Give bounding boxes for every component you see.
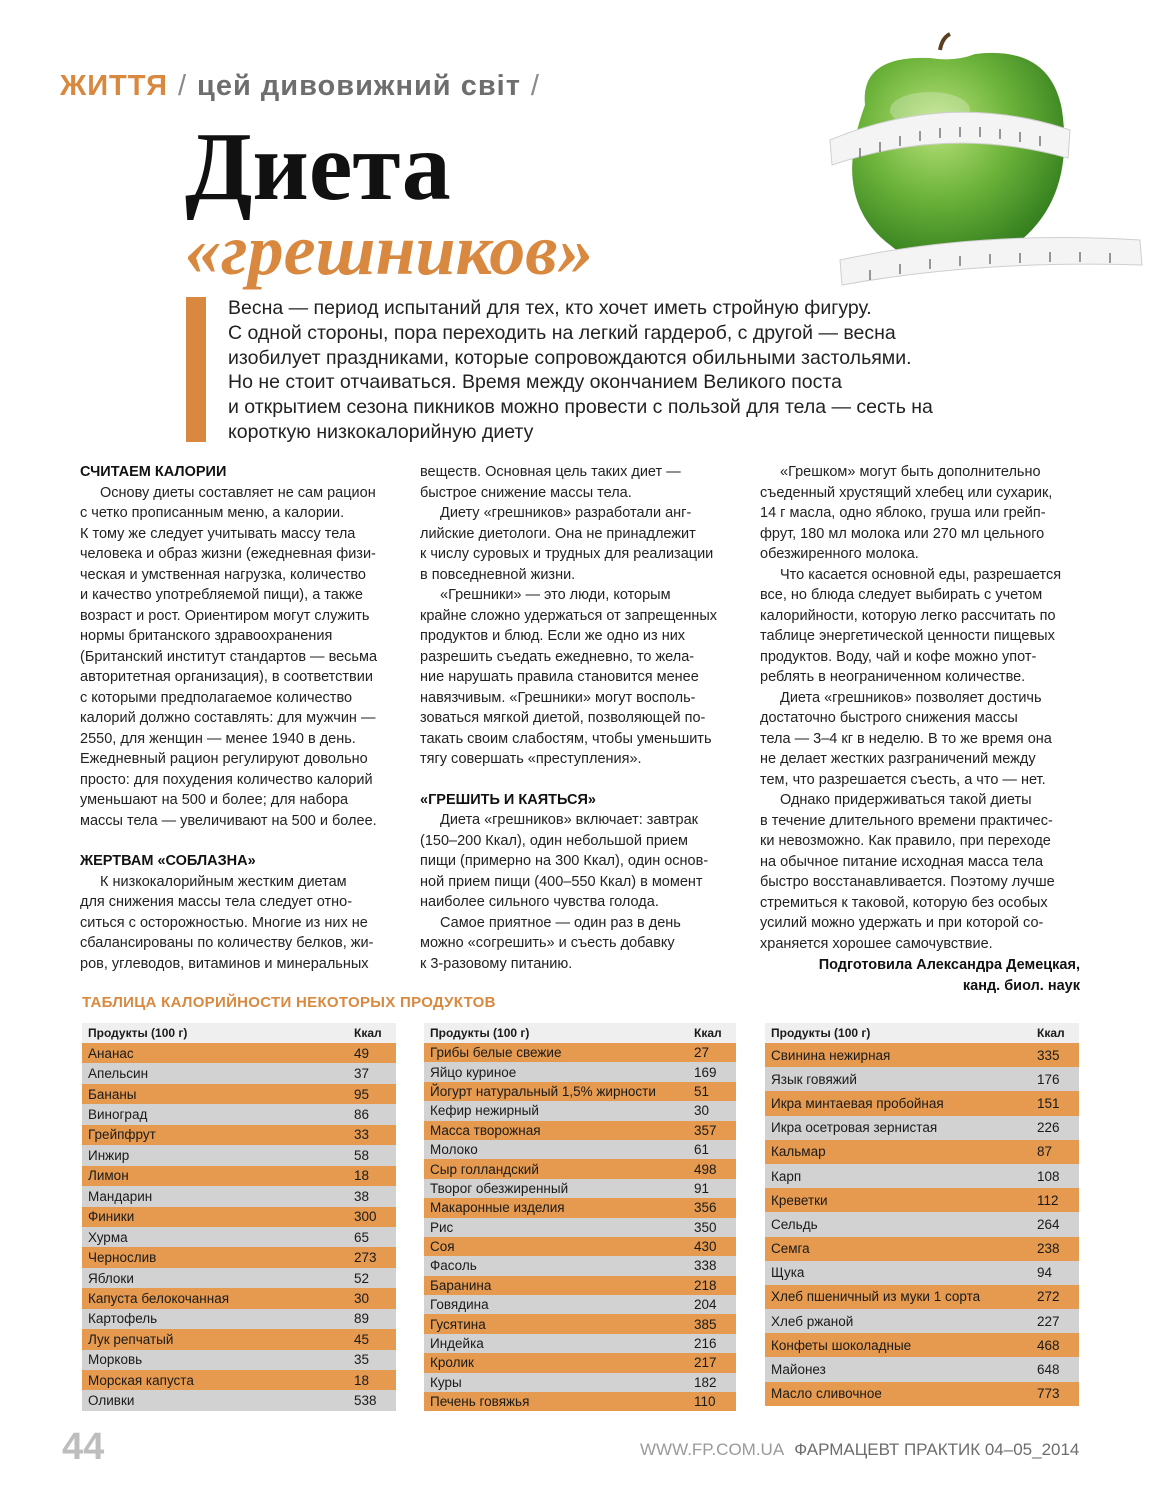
text-line: разрешить съедать ежедневно, то жела- — [420, 648, 695, 665]
product-name: Язык говяжий — [771, 1071, 857, 1087]
table-row — [424, 1121, 736, 1140]
page-number: 44 — [62, 1426, 105, 1468]
article-title: Диета — [185, 113, 451, 221]
table-row — [765, 1285, 1079, 1309]
product-name: Икра осетровая зернистая — [771, 1120, 938, 1136]
lead-line: и открытием сезона пикников можно провести с пользой для тела — сесть на — [228, 396, 933, 419]
text-line: авторитетная организация), в соответствии — [80, 669, 373, 685]
kcal-value: 335 — [1037, 1047, 1060, 1063]
text-line: Диету «грешников» разработали анг- — [440, 505, 692, 521]
kcal-value: 95 — [354, 1086, 370, 1102]
product-name: Кальмар — [771, 1144, 826, 1160]
text-line: лийские диетологи. Она не принадлежит — [420, 525, 696, 542]
table-row — [424, 1179, 736, 1198]
table-row — [765, 1140, 1079, 1164]
product-name: Бананы — [88, 1086, 137, 1102]
text-line: 2550, для женщин — менее 1940 в день. — [80, 730, 356, 747]
kcal-value: 218 — [694, 1277, 717, 1293]
text-line: фрут, 180 мл молока или 270 мл цельного — [760, 525, 1045, 542]
product-name: Хлеб пшеничный из муки 1 сорта — [771, 1289, 981, 1305]
product-name: Хлеб ржаной — [771, 1313, 854, 1329]
table-row — [765, 1382, 1079, 1406]
lead-line: Весна — период испытаний для тех, кто хочет иметь стройную фигуру. — [228, 297, 872, 319]
product-name: Гусятина — [430, 1316, 486, 1332]
text-line: ки невозможно. Как правило, при переходе — [760, 833, 1051, 849]
text-line: стремиться к таковой, которую без особых — [760, 894, 1048, 911]
table-row — [82, 1390, 396, 1410]
table-row — [82, 1043, 396, 1063]
table-row — [82, 1125, 396, 1145]
kcal-value: 18 — [354, 1168, 370, 1184]
kcal-value: 112 — [1037, 1192, 1059, 1208]
product-name: Кролик — [430, 1355, 474, 1371]
table-row — [82, 1350, 396, 1370]
text-line: веществ. Основная цель таких диет — — [420, 464, 681, 480]
table-row — [424, 1101, 736, 1120]
author-byline — [760, 955, 1080, 996]
text-line: продуктов и блюд. Если же одно из них — [420, 628, 686, 644]
text-line: и качество употребляемой пищи), а также — [80, 587, 363, 603]
kcal-value: 350 — [694, 1219, 717, 1235]
text-line: (150–200 Ккал), один небольшой прием — [420, 832, 689, 849]
table-row — [82, 1166, 396, 1186]
page-footer — [640, 1440, 1079, 1460]
text-line: к числу суровых и трудных для реализации — [420, 546, 714, 562]
product-name: Майонез — [771, 1362, 826, 1378]
kcal-value: 35 — [354, 1352, 370, 1368]
kcal-value: 108 — [1037, 1168, 1060, 1184]
section-subtitle: цей дивовижний світ — [197, 70, 521, 102]
kcal-value: 49 — [354, 1045, 370, 1061]
table-row — [424, 1140, 736, 1159]
kcal-value: 648 — [1037, 1362, 1060, 1378]
text-line: с которыми предполагаемое количество — [80, 689, 353, 706]
lead-accent-bar — [186, 297, 206, 442]
table-row — [765, 1043, 1079, 1067]
product-name: Капуста белокочанная — [88, 1290, 230, 1306]
kcal-value: 52 — [354, 1270, 370, 1286]
text-line: возраст и рост. Ориентиром могут служить — [80, 607, 370, 624]
product-name: Морковь — [88, 1352, 143, 1368]
text-line: нормы британского здравоохранения — [80, 628, 333, 644]
article-column-2 — [420, 462, 740, 974]
text-line: навязчивым. «Грешники» могут восполь- — [420, 689, 696, 706]
table-row — [424, 1256, 736, 1275]
text-line: на обычное питание исходная масса тела — [760, 853, 1044, 870]
kcal-value: 238 — [1037, 1241, 1060, 1257]
kcal-value: 27 — [694, 1045, 710, 1061]
text-line: в повседневной жизни. — [420, 566, 576, 583]
table-row — [82, 1104, 396, 1124]
text-line: тягу совершать «преступления». — [420, 751, 642, 767]
text-line: храняется хорошее самочувствие. — [760, 935, 993, 952]
text-line: продуктов. Воду, чай и кофе можно упот- — [760, 648, 1037, 665]
text-line: наиболее сильного чувства голода. — [420, 894, 659, 910]
table-row — [424, 1062, 736, 1081]
product-name: Финики — [88, 1209, 135, 1225]
kcal-value: 356 — [694, 1200, 717, 1216]
text-line: съеденный хрустящий хлебец или сухарик, — [760, 484, 1053, 501]
kcal-value: 273 — [354, 1250, 377, 1266]
article-column-1 — [80, 462, 400, 974]
text-line: уменьшают на 500 и более; для набора — [80, 792, 349, 808]
text-line: быстро восстанавливается. Поэтому лучше — [760, 874, 1055, 890]
table-row — [82, 1186, 396, 1206]
text-line: достаточно быстрого снижения массы — [760, 710, 1018, 726]
table-row — [82, 1329, 396, 1349]
table-row — [765, 1237, 1079, 1261]
table-row — [424, 1082, 736, 1101]
product-name: Лимон — [88, 1168, 129, 1184]
text-line: сбалансированы по количеству белков, жи- — [80, 935, 374, 951]
kcal-value: 357 — [694, 1122, 717, 1138]
header-separator: / — [177, 70, 188, 102]
table-row — [424, 1159, 736, 1178]
table-row — [765, 1116, 1079, 1140]
table-row — [82, 1145, 396, 1165]
kcal-value: 272 — [1037, 1289, 1060, 1305]
text-line: ной прием пищи (400–550 Ккал) в момент — [420, 873, 703, 890]
product-name: Морская капуста — [88, 1372, 194, 1388]
article-title-accent: «грешников» — [185, 210, 594, 290]
kcal-value: 30 — [354, 1290, 370, 1306]
paragraph-gap — [420, 770, 740, 790]
footer-url: WWW.FP.COM.UA — [640, 1440, 785, 1459]
product-name: Соя — [430, 1239, 455, 1255]
product-name: Грейпфрут — [88, 1127, 156, 1143]
column-header-kcal: Ккал — [694, 1026, 722, 1040]
product-name: Свинина нежирная — [771, 1047, 891, 1063]
column-header-product: Продукты (100 г) — [771, 1026, 871, 1040]
text-line: «Грешники» — это люди, которым — [440, 587, 671, 603]
lead-line: С одной стороны, пора переходить на легкий гардероб, с другой — весна — [228, 321, 896, 344]
kcal-value: 176 — [1037, 1071, 1060, 1087]
product-name: Лук репчатый — [88, 1331, 174, 1347]
kcal-value: 468 — [1037, 1337, 1060, 1353]
table-row — [765, 1091, 1079, 1115]
table-row — [424, 1295, 736, 1314]
product-name: Яблоки — [88, 1270, 134, 1286]
table-row — [82, 1227, 396, 1247]
text-line: к 3-разовому питанию. — [420, 955, 573, 972]
kcal-value: 773 — [1037, 1386, 1060, 1402]
kcal-value: 110 — [694, 1394, 716, 1410]
product-name: Куры — [430, 1374, 462, 1390]
product-name: Апельсин — [88, 1066, 149, 1082]
calorie-table-2 — [424, 1023, 736, 1411]
product-name: Индейка — [430, 1336, 484, 1352]
table-row — [424, 1334, 736, 1353]
text-line: реблять в неограниченном количестве. — [760, 669, 1026, 685]
paragraph-gap — [80, 831, 400, 851]
table-row — [82, 1207, 396, 1227]
column-header-kcal: Ккал — [354, 1026, 382, 1040]
kcal-value: 385 — [694, 1316, 717, 1332]
kcal-value: 38 — [354, 1188, 370, 1204]
product-name: Креветки — [771, 1192, 828, 1208]
text-line: ситься с осторожностью. Многие из них не — [80, 914, 368, 931]
product-name: Грибы белые свежие — [430, 1045, 562, 1061]
calorie-table-title: ТАБЛИЦА КАЛОРИЙНОСТИ НЕКОТОРЫХ ПРОДУКТОВ — [82, 994, 496, 1011]
text-line: Диета «грешников» включает: завтрак — [440, 812, 698, 828]
table-row — [82, 1370, 396, 1390]
text-line: просто: для похудения количество калорий — [80, 771, 373, 788]
table-row — [424, 1353, 736, 1372]
section-header — [60, 70, 550, 103]
kcal-value: 204 — [694, 1297, 717, 1313]
product-name: Йогурт натуральный 1,5% жирности — [430, 1083, 656, 1099]
kcal-value: 89 — [354, 1311, 370, 1327]
table-header-row — [424, 1023, 736, 1043]
text-line: калорийности, которую легко рассчитать по — [760, 607, 1056, 624]
table-row — [82, 1309, 396, 1329]
table-row — [765, 1164, 1079, 1188]
text-line: в течение длительного времени практичес- — [760, 812, 1053, 829]
table-row — [424, 1043, 736, 1062]
section-name: ЖИТТЯ — [60, 70, 168, 102]
lead-paragraph — [228, 296, 1088, 445]
product-name: Кефир нежирный — [430, 1103, 539, 1119]
product-name: Баранина — [430, 1277, 492, 1293]
section-heading: ЖЕРТВАМ «СОБЛАЗНА» — [80, 853, 256, 869]
kcal-value: 86 — [354, 1107, 370, 1123]
product-name: Чернослив — [88, 1250, 157, 1266]
product-name: Инжир — [88, 1147, 130, 1163]
product-name: Фасоль — [430, 1258, 477, 1274]
text-line: ческая и умственная нагрузка, количество — [80, 566, 366, 583]
kcal-value: 61 — [694, 1142, 710, 1158]
product-name: Семга — [771, 1241, 810, 1257]
product-name: Оливки — [88, 1393, 135, 1409]
table-row — [424, 1392, 736, 1411]
footer-publication: ФАРМАЦЕВТ ПРАКТИК 04–05_2014 — [794, 1440, 1080, 1459]
table-header-row — [765, 1023, 1079, 1043]
product-name: Творог обезжиренный — [430, 1180, 569, 1196]
section-heading: «ГРЕШИТЬ И КАЯТЬСЯ» — [420, 791, 596, 808]
column-header-product: Продукты (100 г) — [88, 1026, 188, 1040]
kcal-value: 87 — [1037, 1144, 1053, 1160]
table-row — [82, 1084, 396, 1104]
table-row — [765, 1357, 1079, 1381]
product-name: Печень говяжья — [430, 1394, 530, 1410]
text-line: ние нарушать правила становится менее — [420, 669, 699, 685]
kcal-value: 538 — [354, 1393, 377, 1409]
kcal-value: 18 — [354, 1372, 370, 1388]
text-line: Диета «грешников» позволяет достичь — [780, 689, 1042, 706]
table-row — [82, 1063, 396, 1083]
kcal-value: 217 — [694, 1355, 717, 1371]
calorie-table-1 — [82, 1023, 396, 1411]
product-name: Мандарин — [88, 1188, 153, 1204]
product-name: Виноград — [88, 1107, 148, 1123]
text-line: калорий должно составлять: для мужчин — — [80, 710, 376, 726]
apple-measuring-tape-image — [800, 30, 1150, 300]
lead-line: короткую низкокалорийную диету — [228, 420, 534, 443]
table-row — [765, 1067, 1079, 1091]
text-line: не делает жестких разграничений между — [760, 751, 1036, 767]
kcal-value: 30 — [694, 1103, 710, 1119]
text-line: такать своим слабостям, чтобы уменьшить — [420, 730, 712, 747]
table-header-row — [82, 1023, 396, 1043]
table-row — [82, 1247, 396, 1267]
text-line: Что касается основной еды, разрешается — [780, 566, 1062, 583]
table-row — [424, 1276, 736, 1295]
column-header-kcal: Ккал — [1037, 1026, 1065, 1040]
kcal-value: 45 — [354, 1331, 370, 1347]
text-line: тела — 3–4 кг в неделю. В то же время она — [760, 730, 1052, 747]
table-row — [424, 1198, 736, 1217]
text-line: человека и образ жизни (ежедневная физи- — [80, 546, 376, 562]
product-name: Яйцо куриное — [430, 1064, 517, 1080]
product-name: Молоко — [430, 1142, 478, 1158]
kcal-value: 227 — [1037, 1313, 1060, 1329]
product-name: Говядина — [430, 1297, 489, 1313]
text-line: Ежедневный рацион регулируют довольно — [80, 751, 368, 767]
text-line: все, но блюда следует выбирать с учетом — [760, 587, 1043, 603]
text-line: с четко прописанным меню, а калории. — [80, 505, 345, 521]
product-name: Масса творожная — [430, 1122, 541, 1138]
table-row — [424, 1314, 736, 1333]
article-column-3 — [760, 462, 1080, 954]
text-line: зоваться мягкой диетой, позволяющей по- — [420, 710, 706, 726]
kcal-value: 51 — [694, 1083, 710, 1099]
kcal-value: 338 — [694, 1258, 717, 1274]
kcal-value: 264 — [1037, 1216, 1060, 1232]
table-row — [765, 1212, 1079, 1236]
text-line: усилий можно удержать и при которой со- — [760, 915, 1044, 931]
kcal-value: 182 — [694, 1374, 717, 1390]
product-name: Картофель — [88, 1311, 158, 1327]
section-heading: СЧИТАЕМ КАЛОРИИ — [80, 464, 227, 480]
kcal-value: 33 — [354, 1127, 370, 1143]
product-name: Карп — [771, 1168, 802, 1184]
text-line: быстрое снижение массы тела. — [420, 484, 632, 501]
product-name: Икра минтаевая пробойная — [771, 1095, 944, 1111]
text-line: К тому же следует учитывать массу тела — [80, 525, 356, 542]
product-name: Сельдь — [771, 1216, 818, 1232]
product-name: Щука — [771, 1265, 805, 1281]
table-row — [424, 1237, 736, 1256]
text-line: 14 г масла, одно яблоко, груша или грейп- — [760, 505, 1046, 521]
kcal-value: 498 — [694, 1161, 717, 1177]
text-line: Самое приятное — один раз в день — [440, 914, 681, 931]
product-name: Масло сливочное — [771, 1386, 882, 1402]
kcal-value: 226 — [1037, 1120, 1060, 1136]
table-row — [424, 1218, 736, 1237]
text-line: Основу диеты составляет не сам рацион — [100, 484, 376, 501]
text-line: крайне сложно удержаться от запрещенных — [420, 607, 718, 624]
kcal-value: 151 — [1037, 1095, 1060, 1111]
text-line: пищи (примерно на 300 Ккал), один основ- — [420, 853, 709, 869]
product-name: Рис — [430, 1219, 454, 1235]
calorie-table-3 — [765, 1023, 1079, 1406]
table-row — [765, 1309, 1079, 1333]
text-line: массы тела — увеличивают на 500 и более. — [80, 812, 377, 829]
lead-line: изобилует праздниками, которые сопровождаются обильными застольями. — [228, 346, 912, 369]
kcal-value: 94 — [1037, 1265, 1053, 1281]
kcal-value: 91 — [694, 1180, 710, 1196]
text-line: Однако придерживаться такой диеты — [780, 792, 1032, 808]
text-line: «Грешком» могут быть дополнительно — [780, 464, 1041, 480]
text-line: ров, углеводов, витаминов и минеральных — [80, 955, 369, 972]
text-line: для снижения массы тела следует отно- — [80, 894, 353, 910]
table-row — [82, 1268, 396, 1288]
text-line: можно «согрешить» и съесть добавку — [420, 935, 675, 951]
table-row — [424, 1373, 736, 1392]
author-name: Подготовила Александра Демецкая, — [818, 957, 1080, 973]
text-line: обезжиренного молока. — [760, 546, 919, 562]
header-separator-end: / — [530, 70, 540, 102]
table-row — [82, 1288, 396, 1308]
author-degree: канд. биол. наук — [962, 977, 1080, 994]
text-line: (Британский институт стандартов — весьма — [80, 648, 378, 665]
table-row — [765, 1188, 1079, 1212]
product-name: Ананас — [88, 1045, 134, 1061]
product-name: Макаронные изделия — [430, 1200, 565, 1216]
text-line: тем, что разрешается съесть, а что — нет. — [760, 771, 1046, 788]
lead-line: Но не стоит отчаиваться. Время между окончанием Великого поста — [228, 371, 842, 394]
column-header-product: Продукты (100 г) — [430, 1026, 530, 1040]
kcal-value: 65 — [354, 1229, 370, 1245]
kcal-value: 58 — [354, 1147, 370, 1163]
text-line: К низкокалорийным жестким диетам — [100, 873, 347, 890]
table-row — [765, 1261, 1079, 1285]
product-name: Конфеты шоколадные — [771, 1337, 912, 1353]
kcal-value: 430 — [694, 1239, 717, 1255]
kcal-value: 169 — [694, 1064, 717, 1080]
text-line: таблице энергетической ценности пищевых — [760, 628, 1055, 644]
kcal-value: 300 — [354, 1209, 377, 1225]
table-row — [765, 1333, 1079, 1357]
kcal-value: 216 — [694, 1336, 717, 1352]
kcal-value: 37 — [354, 1066, 370, 1082]
product-name: Сыр голландский — [430, 1161, 539, 1177]
product-name: Хурма — [88, 1229, 128, 1245]
